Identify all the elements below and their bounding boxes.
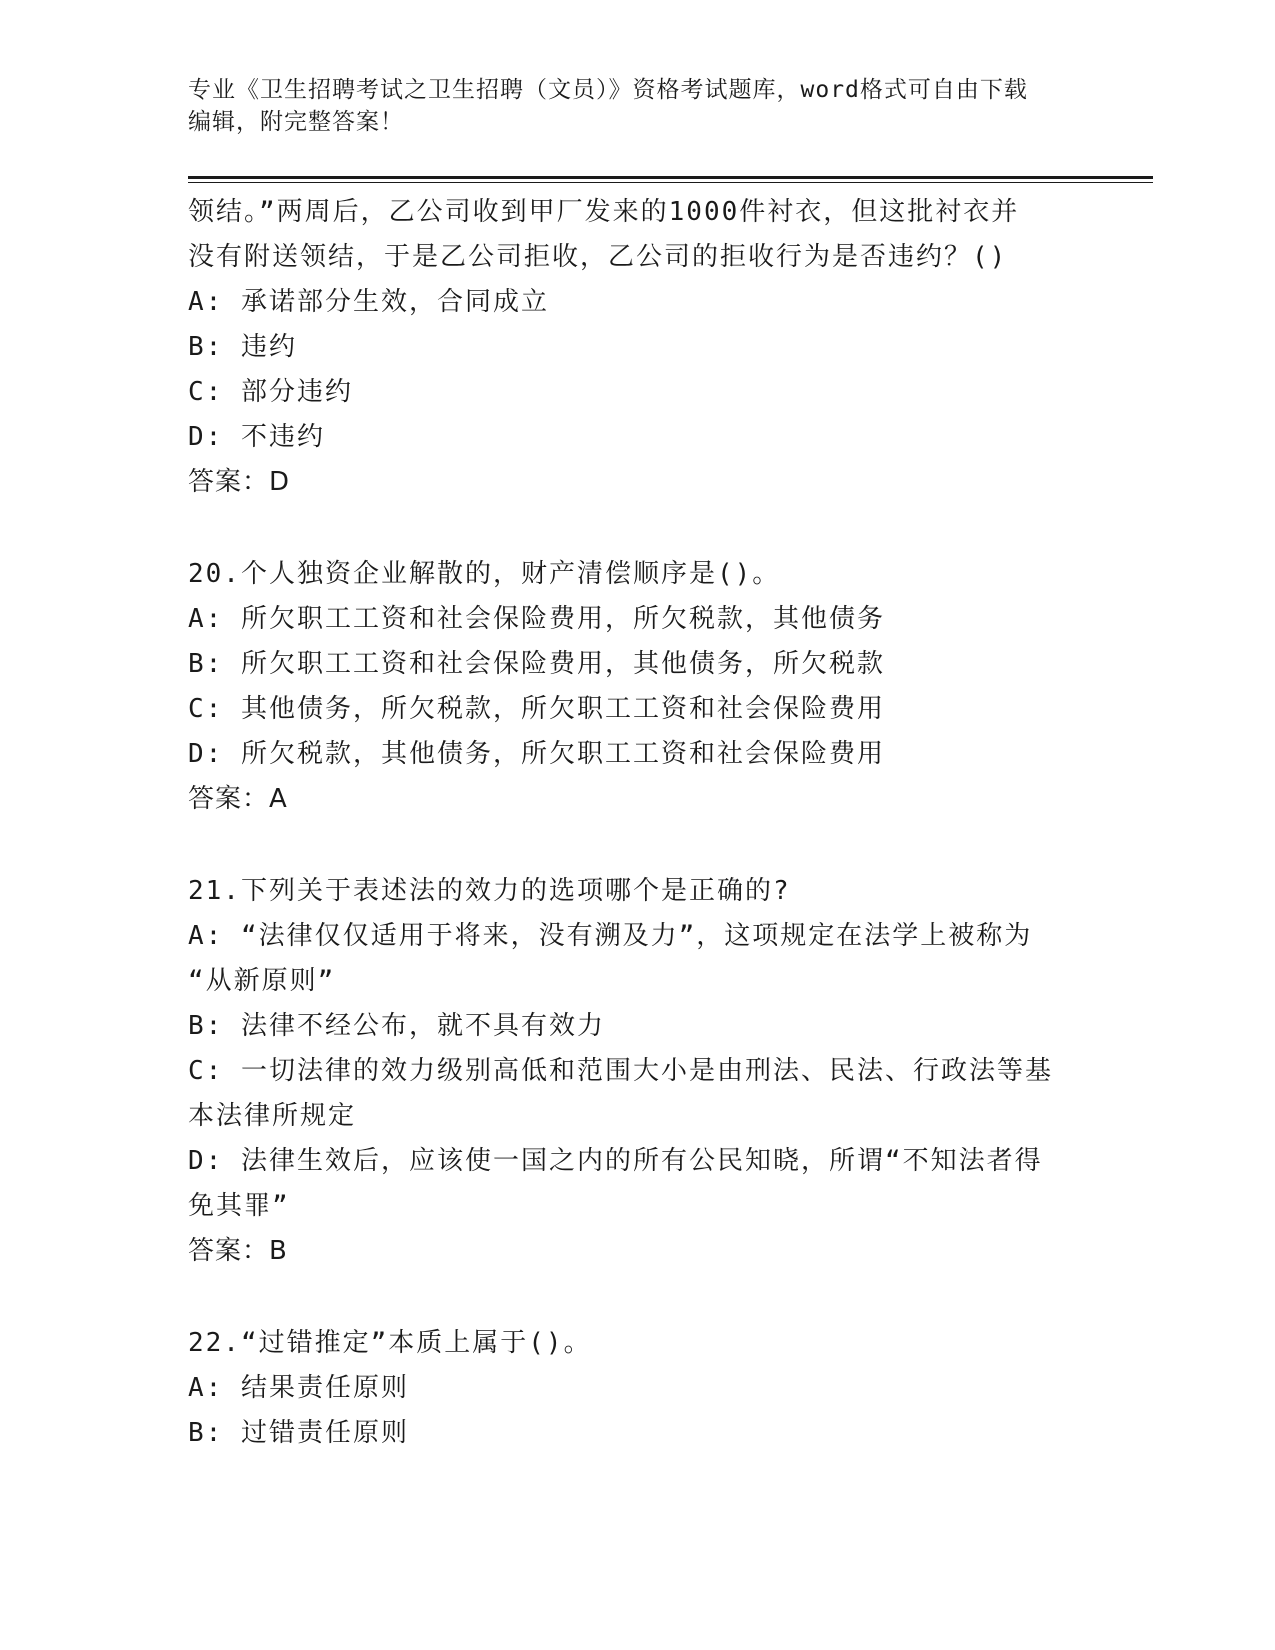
option-a: A: 所欠职工工资和社会保险费用，所欠税款，其他债务 (188, 604, 885, 634)
question-20 (188, 552, 1088, 822)
option-c: C: 部分违约 (188, 377, 353, 407)
option-d: D: 法律生效后，应该使一国之内的所有公民知晓，所谓“不知法者得 (188, 1146, 1043, 1176)
option-d-continued: 免其罪” (188, 1191, 290, 1221)
spacer (188, 1274, 1088, 1321)
option-a: A: 结果责任原则 (188, 1373, 409, 1403)
question-text-line: 22.“过错推定”本质上属于()。 (188, 1328, 592, 1358)
option-b: B: 违约 (188, 332, 297, 362)
header-line-1: 专业《卫生招聘考试之卫生招聘（文员）》资格考试题库，word格式可自由下载 (188, 77, 1028, 103)
option-c-continued: 本法律所规定 (188, 1101, 357, 1131)
header-divider-thin (188, 182, 1153, 183)
spacer (188, 505, 1088, 552)
question-text-line: 20.个人独资企业解散的，财产清偿顺序是()。 (188, 559, 781, 589)
question-22 (188, 1321, 1088, 1456)
question-text-line: 21.下列关于表述法的效力的选项哪个是正确的? (188, 876, 791, 906)
answer-line: 答案：A (188, 784, 288, 814)
option-b: B: 所欠职工工资和社会保险费用，其他债务，所欠税款 (188, 649, 885, 679)
header-line-2: 编辑，附完整答案！ (188, 109, 404, 135)
question-21 (188, 869, 1088, 1274)
question-19-continuation (188, 190, 1088, 505)
answer-line: 答案：B (188, 1236, 288, 1266)
document-header (188, 74, 1068, 138)
option-a-continued: “从新原则” (188, 966, 336, 996)
option-d: D: 所欠税款，其他债务，所欠职工工资和社会保险费用 (188, 739, 885, 769)
option-c: C: 其他债务，所欠税款，所欠职工工资和社会保险费用 (188, 694, 885, 724)
option-a: A: 承诺部分生效，合同成立 (188, 287, 549, 317)
option-a: A: “法律仅仅适用于将来，没有溯及力”，这项规定在法学上被称为 (188, 921, 1033, 951)
question-text-line: 领结。”两周后，乙公司收到甲厂发来的1000件衬衣，但这批衬衣并 (188, 197, 1020, 227)
header-divider-thick (188, 176, 1153, 179)
option-c: C: 一切法律的效力级别高低和范围大小是由刑法、民法、行政法等基 (188, 1056, 1053, 1086)
answer-line: 答案：D (188, 467, 291, 497)
spacer (188, 822, 1088, 869)
question-text-line: 没有附送领结，于是乙公司拒收，乙公司的拒收行为是否违约？() (188, 242, 1008, 272)
option-b: B: 法律不经公布，就不具有效力 (188, 1011, 605, 1041)
document-body (188, 190, 1088, 1456)
option-d: D: 不违约 (188, 422, 325, 452)
option-b: B: 过错责任原则 (188, 1418, 409, 1448)
